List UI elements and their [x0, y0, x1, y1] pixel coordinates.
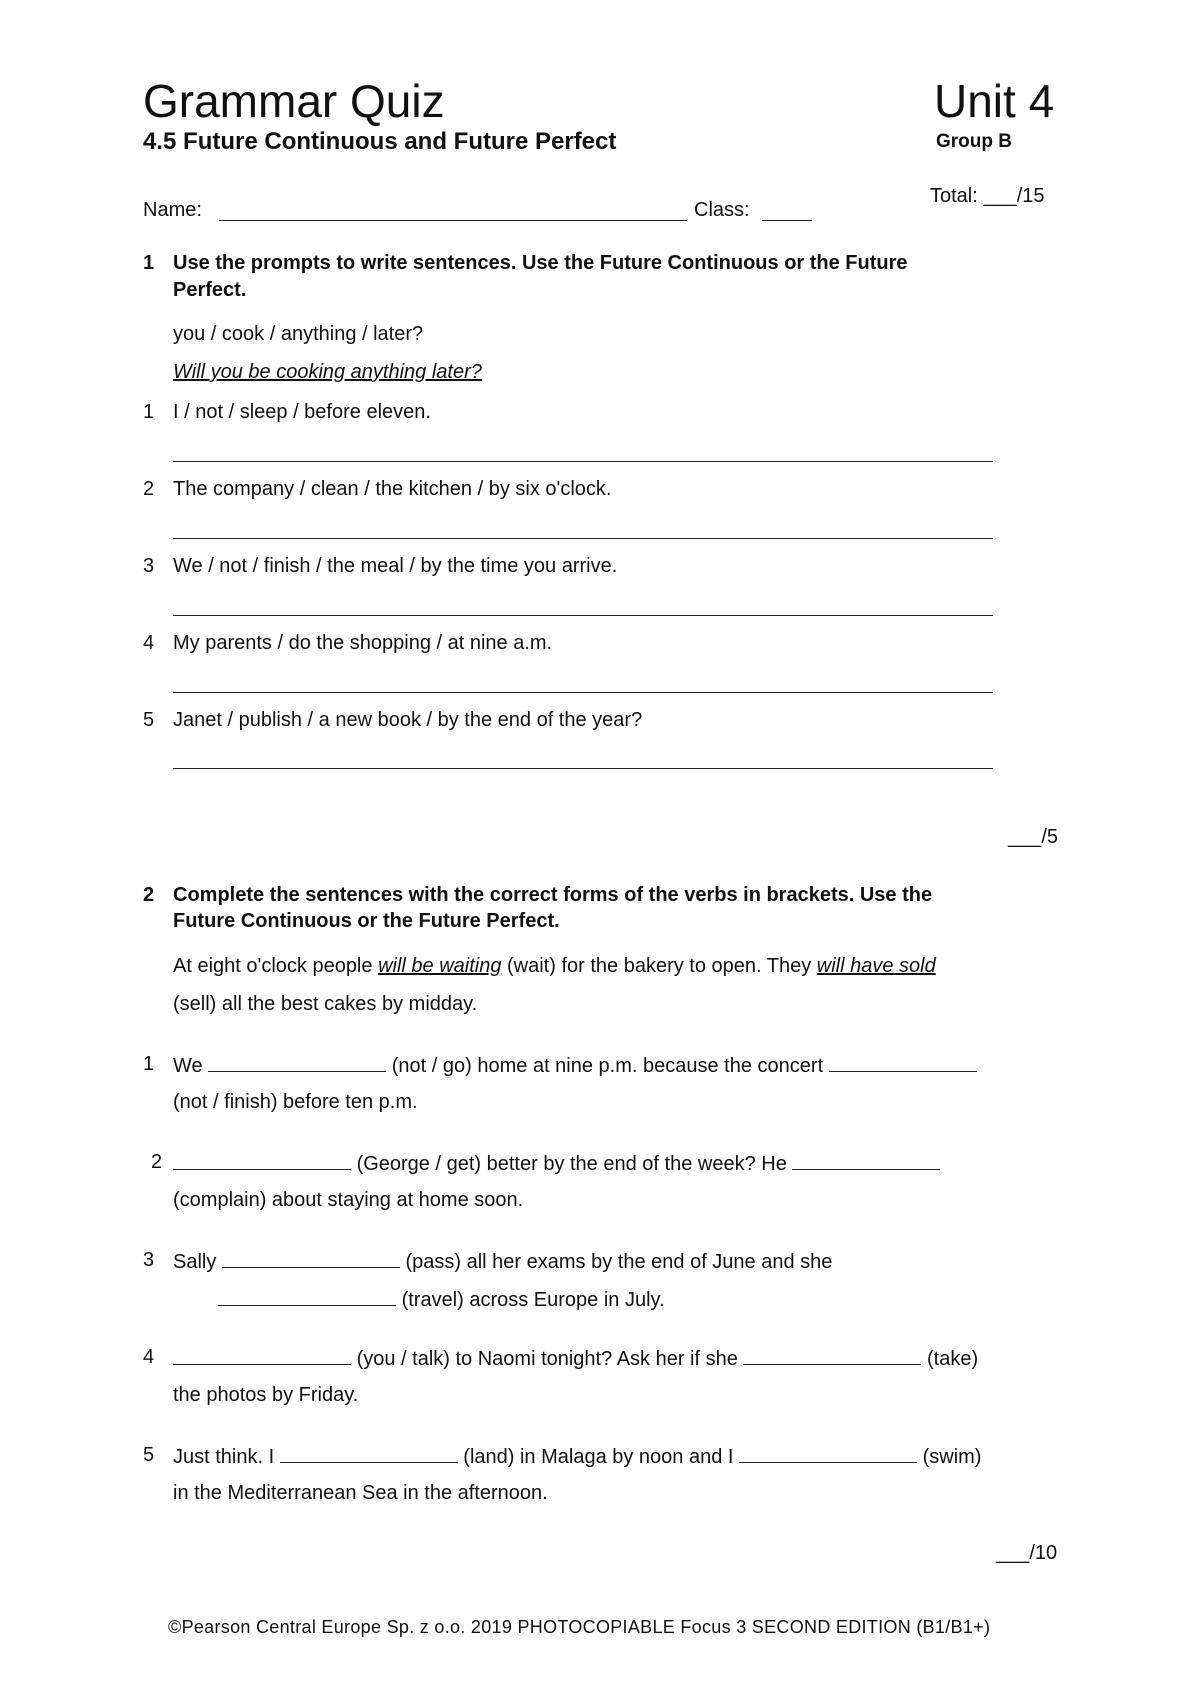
ex1-item-prompt: I / not / sleep / before eleven.: [173, 401, 431, 423]
ex2-instruction-line1: Complete the sentences with the correct forms of the verbs in brackets. Use the: [173, 884, 933, 906]
ex2-item-text: Sally: [173, 1251, 217, 1273]
ex1-answer-line: [173, 461, 993, 462]
ex1-instruction-line2: Perfect.: [173, 279, 247, 301]
ex2-answer-blank: [280, 1444, 458, 1463]
ex2-example-answer: will have sold: [816, 955, 936, 977]
class-label: Class:: [694, 199, 750, 221]
ex2-item-number: 1: [143, 1053, 155, 1075]
ex1-answer-line: [173, 768, 993, 769]
ex1-instruction-line1: Use the prompts to write sentences. Use the Future Continuous or the Future: [173, 252, 908, 274]
ex2-item-text: We: [173, 1055, 203, 1077]
group-label: Group B: [936, 131, 1012, 152]
ex2-example-text: (wait) for the bakery to open. They: [501, 955, 817, 977]
unit-label: Unit 4: [934, 75, 1055, 127]
ex2-item-line: [173, 1053, 977, 1078]
ex1-item-number: 5: [143, 709, 155, 731]
ex2-answer-blank: [208, 1053, 386, 1072]
ex2-item-text: (take): [926, 1348, 979, 1370]
ex2-item-text: (pass) all her exams by the end of June and she: [405, 1251, 833, 1273]
page-title: Grammar Quiz: [143, 75, 445, 127]
ex1-example-answer: Will you be cooking anything later?: [173, 361, 482, 383]
ex1-answer-line: [173, 615, 993, 616]
ex2-item-line: [173, 1444, 981, 1469]
ex2-item-text: (travel) across Europe in July.: [401, 1289, 665, 1311]
ex2-answer-blank: [222, 1249, 400, 1268]
ex2-item-text: (you / talk) to Naomi tonight? Ask her if she: [356, 1348, 738, 1370]
ex1-item-prompt: My parents / do the shopping / at nine a.m.: [173, 632, 553, 654]
ex2-answer-blank: [173, 1346, 351, 1365]
ex2-number: 2: [143, 884, 155, 906]
ex1-score: ___/5: [1008, 826, 1059, 848]
ex2-item-line: [173, 1151, 940, 1176]
ex2-item-text: (swim): [922, 1446, 982, 1468]
ex1-example-prompt: you / cook / anything / later?: [173, 323, 424, 345]
ex2-item-text: Just think. I: [173, 1446, 275, 1468]
ex1-item-number: 3: [143, 555, 155, 577]
name-label: Name:: [143, 199, 202, 221]
ex2-answer-blank: [743, 1346, 921, 1365]
ex2-answer-blank: [792, 1151, 940, 1170]
total-score: Total: ___/15: [930, 185, 1045, 207]
ex2-instruction-line2: Future Continuous or the Future Perfect.: [173, 910, 560, 932]
name-line: [219, 220, 687, 221]
ex2-example-answer: will be waiting: [378, 955, 502, 977]
ex1-item-number: 1: [143, 401, 155, 423]
ex1-answer-line: [173, 692, 993, 693]
ex2-item-line: [173, 1346, 978, 1371]
ex2-example-line1: [173, 955, 936, 978]
footer-copyright: ©Pearson Central Europe Sp. z o.o. 2019 PHOTOCOPIABLE Focus 3 SECOND EDITION (B1/B1+): [168, 1617, 991, 1637]
ex2-item-line2: the photos by Friday.: [173, 1384, 359, 1406]
ex2-example-text: At eight o'clock people: [173, 955, 379, 977]
ex2-score: ___/10: [996, 1542, 1058, 1564]
ex1-item-prompt: Janet / publish / a new book / by the end of the year?: [173, 709, 643, 731]
ex1-item-number: 2: [143, 478, 155, 500]
ex2-answer-blank: [739, 1444, 917, 1463]
ex2-item-number: 4: [143, 1346, 155, 1368]
ex2-answer-blank: [218, 1287, 396, 1306]
ex2-item-text: (George / get) better by the end of the week? He: [356, 1153, 787, 1175]
page-subtitle: 4.5 Future Continuous and Future Perfect: [143, 128, 617, 155]
ex2-item-line2: in the Mediterranean Sea in the afternoon.: [173, 1482, 548, 1504]
ex2-item-number: 2: [151, 1151, 163, 1173]
ex2-item-line: [173, 1249, 832, 1274]
ex2-item-line2: (not / finish) before ten p.m.: [173, 1091, 418, 1113]
ex2-item-line2: (complain) about staying at home soon.: [173, 1189, 524, 1211]
ex1-item-prompt: The company / clean / the kitchen / by six o'clock.: [173, 478, 612, 500]
ex2-item-text: (land) in Malaga by noon and I: [463, 1446, 734, 1468]
ex1-item-prompt: We / not / finish / the meal / by the time you arrive.: [173, 555, 618, 577]
ex2-item-number: 3: [143, 1249, 155, 1271]
ex2-answer-blank: [173, 1151, 351, 1170]
ex1-number: 1: [143, 252, 155, 274]
ex2-answer-blank: [829, 1053, 977, 1072]
ex2-example-line2: (sell) all the best cakes by midday.: [173, 993, 478, 1015]
ex1-answer-line: [173, 538, 993, 539]
ex2-item-number: 5: [143, 1444, 155, 1466]
ex2-item-line2: [218, 1287, 665, 1312]
ex1-item-number: 4: [143, 632, 155, 654]
ex2-item-text: (not / go) home at nine p.m. because the concert: [391, 1055, 824, 1077]
class-line: [762, 220, 812, 221]
